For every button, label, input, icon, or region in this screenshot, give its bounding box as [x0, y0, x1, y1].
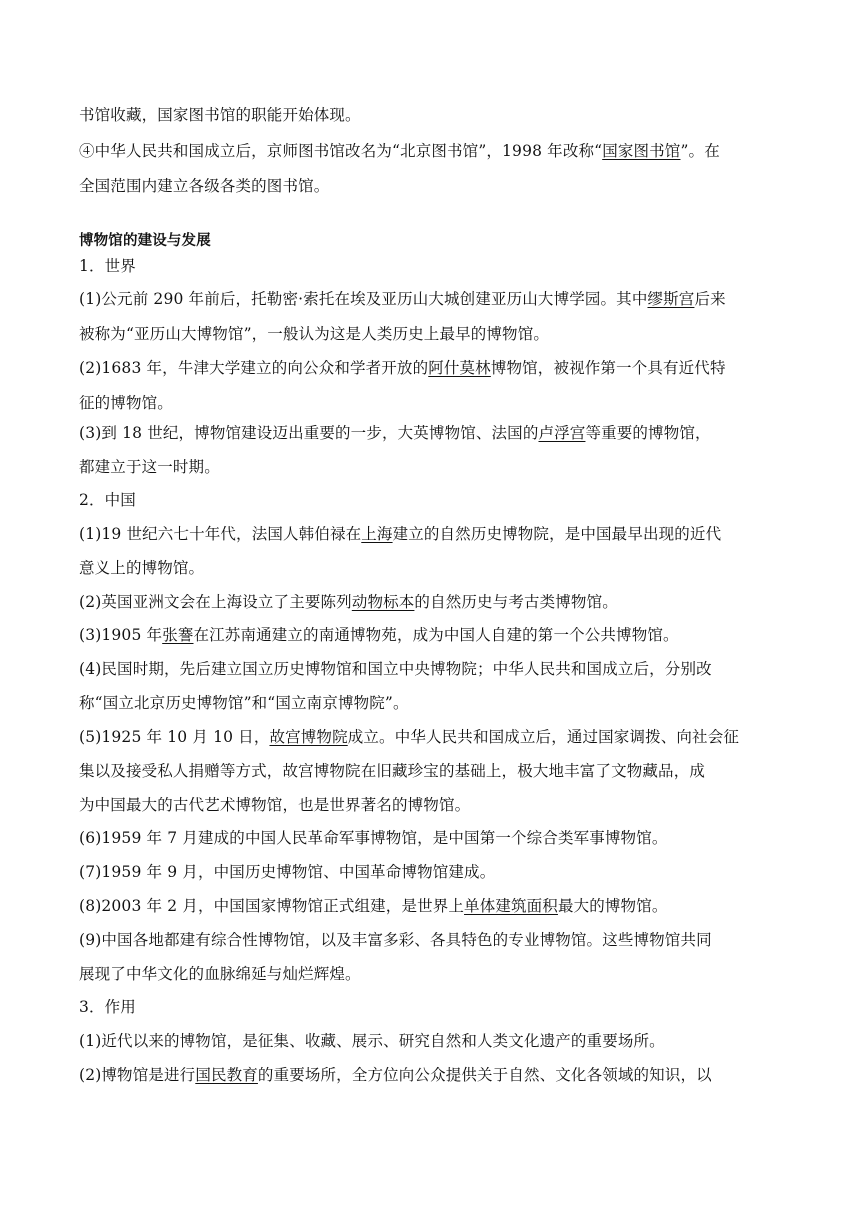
underlined-term: 上海	[361, 525, 393, 543]
china-item-9: (9)中国各地都建有综合性博物馆，以及丰富多彩、各具特色的专业博物馆。这些博物馆共同	[79, 931, 712, 949]
text: 全国范围内建立各级各类的图书馆。	[79, 177, 330, 195]
china-heading: 2．中国	[79, 491, 136, 509]
underlined-term: 动物标本	[351, 593, 415, 611]
world-item-2-cont: 征的博物馆。	[79, 394, 173, 412]
underlined-term: 张謇	[162, 626, 194, 644]
text: 的重要场所，全方位向公众提供关于自然、文化各领域的知识，以	[257, 1066, 712, 1084]
world-item-2	[79, 358, 726, 378]
world-item-3	[79, 423, 711, 443]
underlined-term: 卢浮宫	[538, 424, 586, 442]
text: (1)公元前 290 年前后，托勒密·索托在埃及亚历山大城创建亚历山大博学园。其中	[79, 290, 648, 308]
role-item-1: (1)近代以来的博物馆，是征集、收藏、展示、研究自然和人类文化遗产的重要场所。	[79, 1032, 665, 1050]
text: (5)1925 年 10 月 10 日，	[79, 728, 270, 746]
world-item-1	[79, 289, 726, 309]
china-item-1-cont: 意义上的博物馆。	[79, 559, 205, 577]
text: (3)1905 年	[79, 626, 163, 644]
china-item-5-cont-2: 为中国最大的古代艺术博物馆，也是世界著名的博物馆。	[79, 796, 471, 814]
text: 在江苏南通建立的南通博物苑，成为中国人自建的第一个公共博物馆。	[193, 626, 679, 644]
text: 建立的自然历史博物院，是中国最早出现的近代	[392, 525, 722, 543]
text: ”。在	[680, 142, 720, 160]
text: (8)2003 年 2 月，中国国家博物馆正式组建，是世界上	[79, 897, 465, 915]
text: (2)英国亚洲文会在上海设立了主要陈列	[79, 593, 352, 611]
china-item-5-cont-1: 集以及接受私人捐赠等方式，故宫博物院在旧藏珍宝的基础上，极大地丰富了文物藏品，成	[79, 762, 706, 780]
text: (2)博物馆是进行	[79, 1066, 196, 1084]
world-heading: 1．世界	[79, 257, 136, 275]
underlined-term: 单体建筑面积	[464, 897, 558, 915]
world-item-1-cont: 被称为“亚历山大博物馆”，一般认为这是人类历史上最早的博物馆。	[79, 325, 550, 343]
role-item-2	[79, 1065, 712, 1085]
china-item-5	[79, 727, 739, 747]
china-item-3	[79, 625, 679, 645]
underlined-term: 阿什莫林	[428, 359, 491, 377]
underlined-term: 国民教育	[195, 1066, 258, 1084]
world-item-3-cont: 都建立于这一时期。	[79, 458, 220, 476]
text: 成立。中华人民共和国成立后，通过国家调拨、向社会征	[347, 728, 740, 746]
text: (3)到 18 世纪，博物馆建设迈出重要的一步，大英博物馆、法国的	[79, 424, 539, 442]
section-title: 博物馆的建设与发展	[79, 232, 211, 249]
china-item-9-cont: 展现了中华文化的血脉绵延与灿烂辉煌。	[79, 965, 361, 983]
china-item-6: (6)1959 年 7 月建成的中国人民革命军事博物馆，是中国第一个综合类军事博物馆。	[79, 829, 668, 847]
text: 博物馆，被视作第一个具有近代特	[490, 359, 726, 377]
text: 后来	[694, 290, 726, 308]
text: 书馆收藏，国家图书馆的职能开始体现。	[79, 106, 361, 124]
text: ④中华人民共和国成立后，京师图书馆改名为“北京图书馆”，1998 年改称“	[79, 142, 603, 160]
underlined-term: 国家图书馆	[602, 142, 681, 160]
china-item-4: (4)民国时期，先后建立国立历史博物馆和国立中央博物院；中华人民共和国成立后，分别改	[79, 660, 712, 678]
text: 等重要的博物馆，	[585, 424, 711, 442]
text: (2)1683 年，牛津大学建立的向公众和学者开放的	[79, 359, 429, 377]
role-heading: 3．作用	[79, 998, 136, 1016]
text: 最大的博物馆。	[557, 897, 668, 915]
china-item-4-cont: 称“国立北京历史博物馆”和“国立南京博物院”。	[79, 694, 409, 712]
underlined-term: 故宫博物院	[269, 728, 348, 746]
china-item-8	[79, 896, 668, 916]
intro-line-1	[79, 105, 361, 125]
china-item-7: (7)1959 年 9 月，中国历史博物馆、中国革命博物馆建成。	[79, 863, 496, 881]
text: 的自然历史与考古类博物馆。	[414, 593, 618, 611]
intro-line-2	[79, 141, 720, 161]
china-item-2	[79, 592, 618, 612]
underlined-term: 缪斯宫	[647, 290, 695, 308]
china-item-1	[79, 524, 721, 544]
intro-line-3	[79, 176, 329, 196]
text: (1)19 世纪六七十年代，法国人韩伯禄在	[79, 525, 362, 543]
